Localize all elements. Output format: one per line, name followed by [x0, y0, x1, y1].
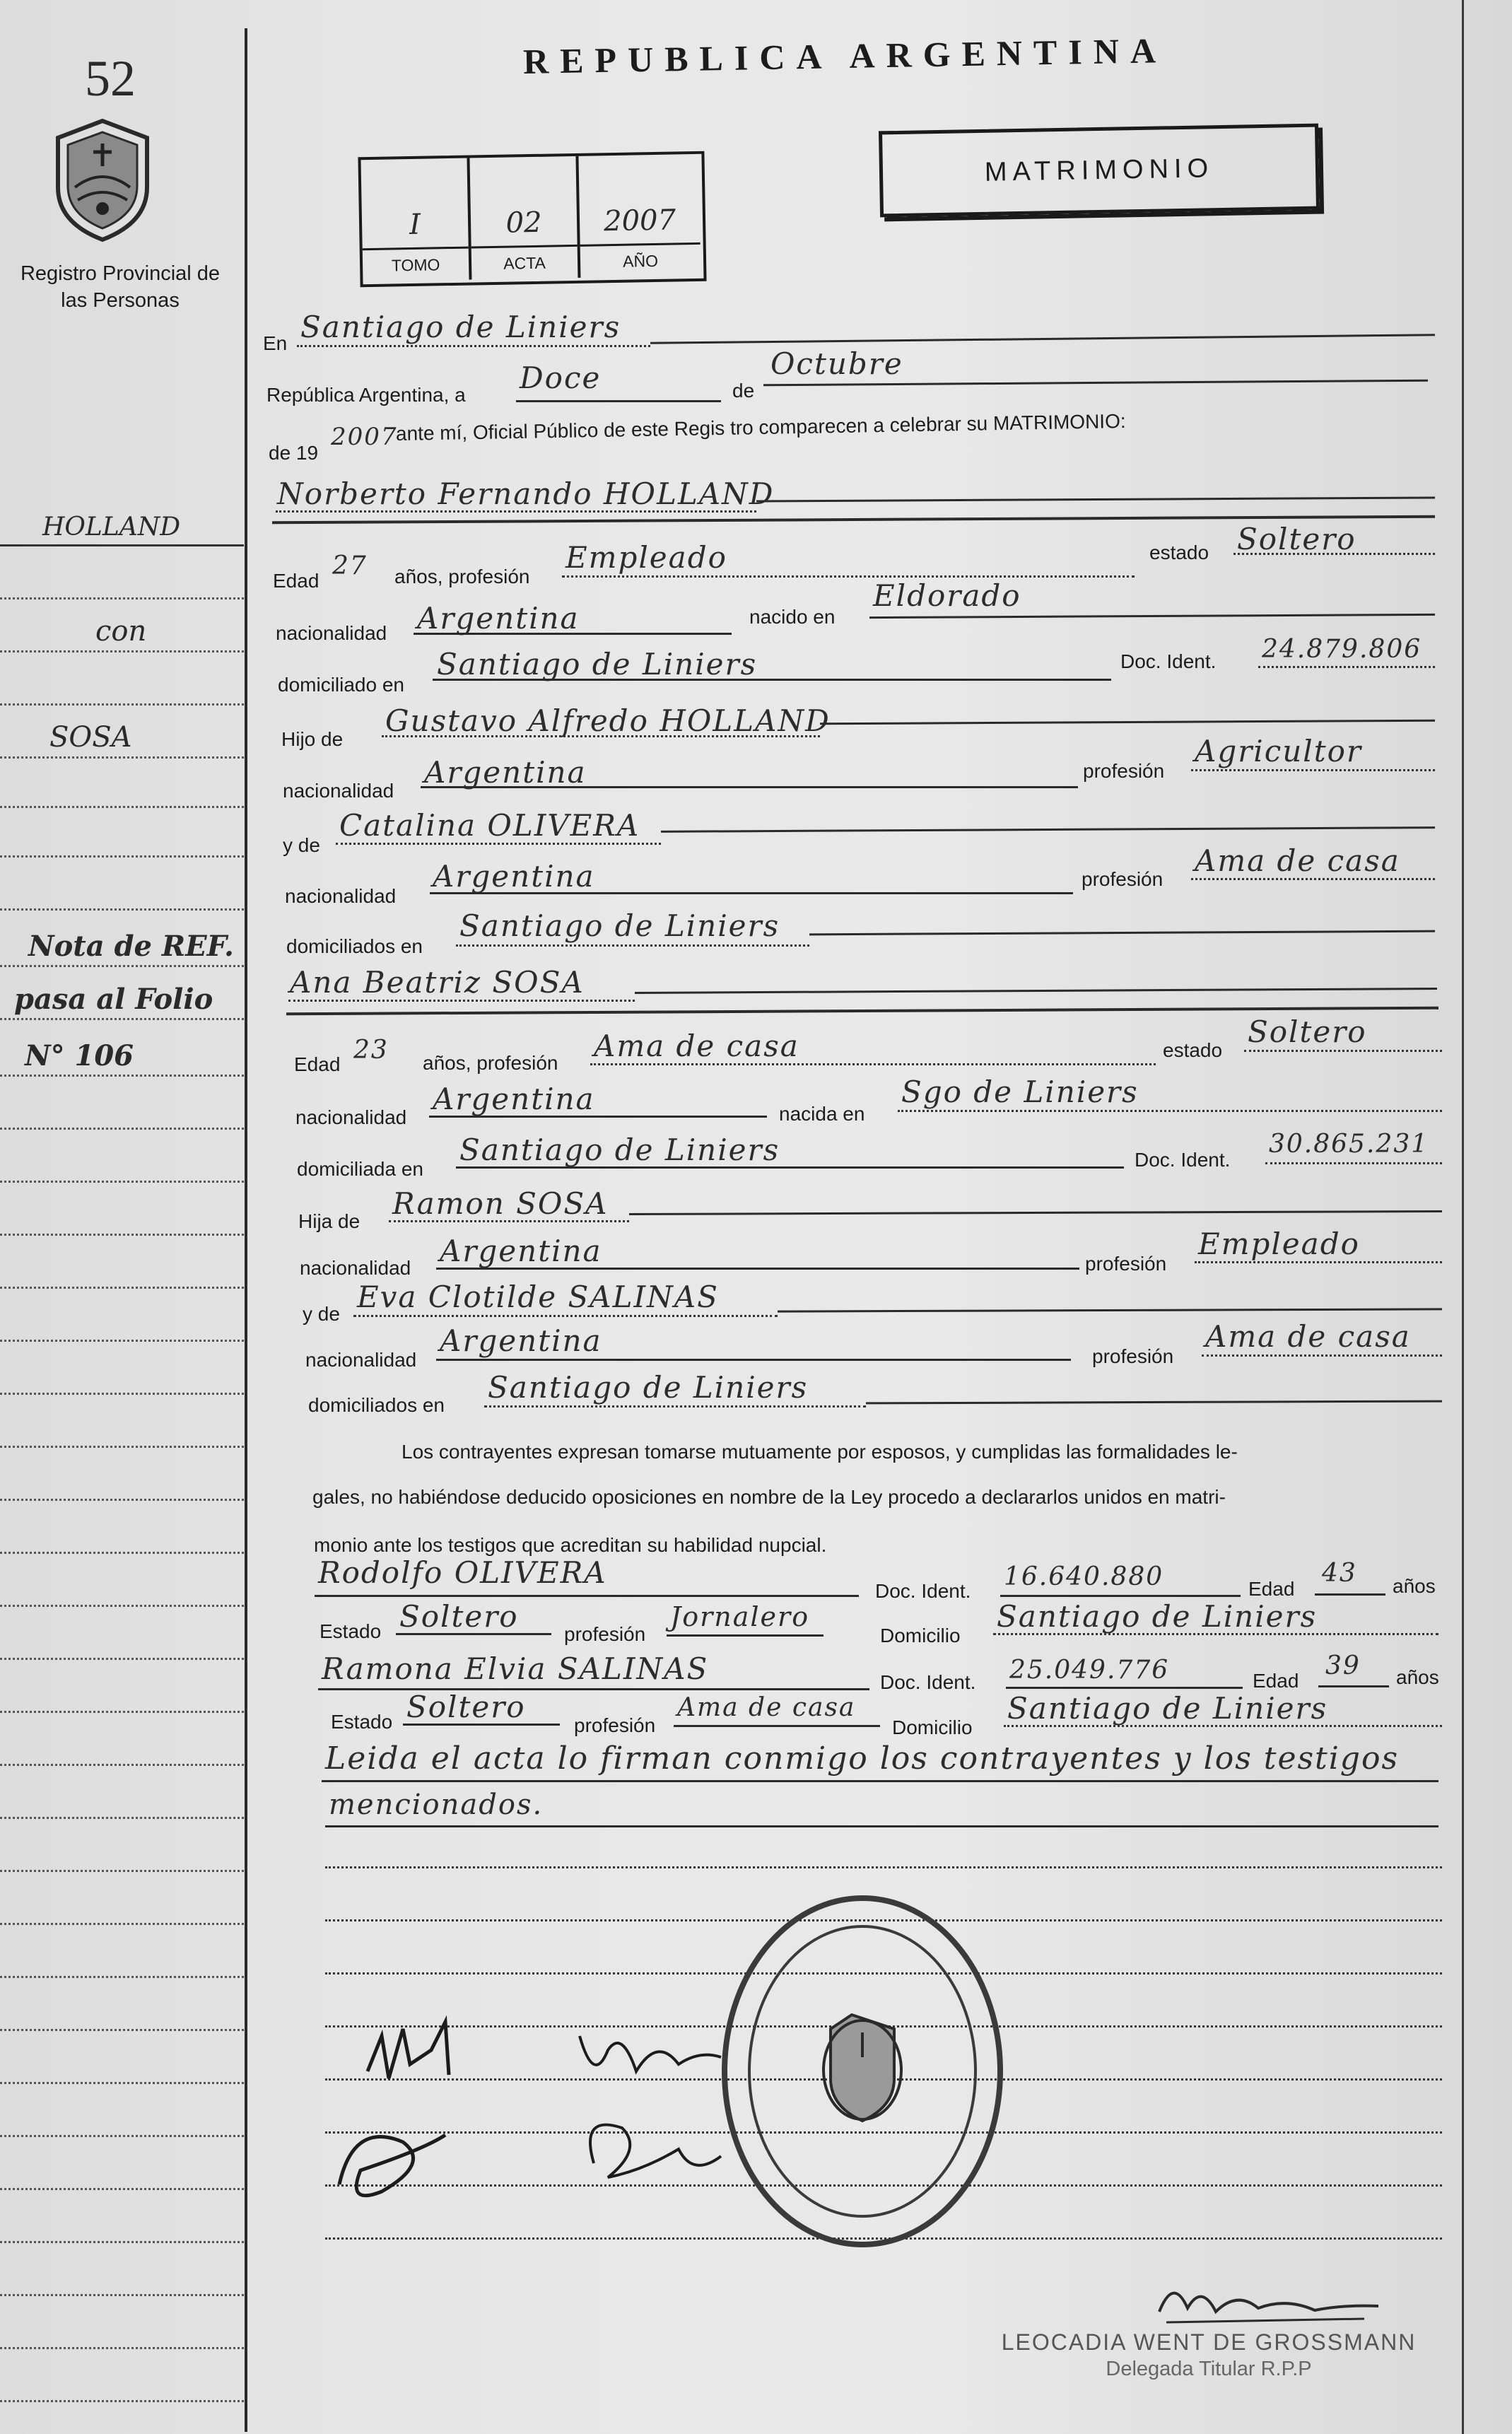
margin-rule [0, 2029, 244, 2031]
bride-nacida-label: nacida en [779, 1103, 865, 1125]
margin-note-line3: N° 106 [25, 1039, 134, 1072]
bride-mother-nac: Argentina [440, 1323, 602, 1358]
margin-note-line1: Nota de REF. [28, 930, 234, 963]
closing-line1: Leida el acta lo firman conmigo los contrayentes y los testigos [325, 1740, 1400, 1777]
groom-father-prof-label: profesión [1083, 760, 1165, 782]
closing-line2: mencionados. [329, 1789, 544, 1821]
groom-estado: Soltero [1237, 522, 1356, 556]
margin-rule [0, 1976, 244, 1978]
margin-rule [0, 855, 244, 858]
bride-full-name: Ana Beatriz SOSA [290, 965, 585, 1000]
tomo-label: TOMO [363, 247, 469, 282]
fill-line [1006, 1687, 1243, 1689]
margin-divider [245, 28, 247, 2432]
bride-estado-label: estado [1163, 1039, 1223, 1061]
groom-parents-dom-label: domiciliados en [286, 935, 423, 957]
fill-line [396, 1633, 551, 1635]
dotted-line [297, 345, 650, 347]
bride-anos-profesion-label: años, profesión [423, 1052, 558, 1074]
groom-anos-profesion-label: años, profesión [394, 566, 530, 587]
dotted-line [456, 944, 809, 947]
margin-rule [0, 1711, 244, 1713]
page-number: 52 [85, 50, 136, 107]
margin-rule [0, 2347, 244, 2349]
witness1-edad-label: Edad [1248, 1578, 1295, 1600]
margin-rule [0, 2188, 244, 2190]
margin-con: con [95, 615, 147, 648]
margin-rule [0, 1181, 244, 1183]
witness2-anos-label: años [1396, 1666, 1439, 1688]
margin-rule [0, 908, 244, 911]
intro-year: 2007 [331, 423, 398, 451]
intro-en-label: En [263, 332, 288, 354]
dotted-line [590, 1063, 1156, 1065]
groom-nacido-label: nacido en [749, 606, 836, 628]
margin-rule [0, 2241, 244, 2243]
bride-doc: 30.865.231 [1269, 1130, 1429, 1159]
margin-rule [0, 756, 244, 759]
official-stamp-icon [707, 1888, 1018, 2255]
bride-mother-prof-label: profesión [1092, 1345, 1174, 1367]
margin-rule [0, 1234, 244, 1236]
fill-line [866, 1400, 1442, 1405]
groom-mother: Catalina OLIVERA [339, 808, 640, 843]
dotted-line [1202, 1355, 1442, 1357]
groom-father-nac: Argentina [424, 755, 587, 790]
document-type: MATRIMONIO [984, 153, 1214, 187]
fill-line [1315, 1593, 1385, 1596]
groom-domicilio-label: domiciliado en [278, 674, 404, 696]
tomo-value: I [409, 208, 421, 242]
margin-rule [0, 1287, 244, 1289]
acta-label: ACTA [471, 245, 578, 280]
fill-line [650, 334, 1435, 344]
fill-line [325, 1825, 1438, 1827]
margin-rule [0, 2294, 244, 2296]
dotted-line [562, 575, 1135, 578]
dotted-line [389, 1220, 629, 1222]
margin-rule [0, 1446, 244, 1448]
margin-rule [0, 1393, 244, 1395]
witness2-edad: 39 [1325, 1651, 1361, 1680]
groom-nacionalidad-label: nacionalidad [276, 622, 387, 644]
fill-line [436, 1268, 1079, 1270]
fill-line [403, 1724, 560, 1726]
fill-line [516, 400, 721, 402]
witness2-name: Ramona Elvia SALINAS [322, 1651, 709, 1686]
intro-day: Doce [520, 361, 602, 395]
witness1-prof-label: profesión [564, 1623, 646, 1645]
dotted-line [1195, 1261, 1442, 1263]
bride-edad-label: Edad [294, 1053, 341, 1075]
bride-nacionalidad: Argentina [433, 1082, 595, 1116]
bride-domicilio: Santiago de Liniers [459, 1133, 780, 1167]
margin-rule [0, 1817, 244, 1819]
groom-mother-prof-label: profesión [1082, 868, 1164, 890]
intro-place: Santiago de Liniers [300, 310, 621, 344]
witness2-dom-label: Domicilio [892, 1716, 973, 1738]
bride-hija-label: Hija de [298, 1210, 361, 1232]
witness2-domicilio: Santiago de Liniers [1007, 1691, 1328, 1726]
witness2-estado: Soltero [406, 1690, 526, 1724]
witness2-doc: 25.049.776 [1009, 1656, 1170, 1685]
dotted-line [353, 1315, 778, 1317]
groom-nacido: Eldorado [873, 578, 1021, 613]
bride-edad: 23 [353, 1036, 389, 1065]
margin-rule [0, 650, 244, 653]
margin-rule [0, 1018, 244, 1020]
margin-rule [0, 965, 244, 967]
dotted-line [276, 510, 756, 513]
bride-parents-dom-label: domiciliados en [308, 1394, 445, 1416]
groom-nacionalidad: Argentina [417, 601, 580, 636]
margin-rule [0, 2135, 244, 2137]
fill-line [809, 930, 1435, 936]
declaration-line2: gales, no habiéndose deducido oposiciones en nombre de la Ley procedo a declararlos unidos en matri- [312, 1486, 1226, 1508]
declaration-line3: monio ante los testigos que acreditan su habilidad nupcial. [314, 1534, 827, 1556]
margin-rule [0, 1605, 244, 1607]
bride-father-prof-label: profesión [1085, 1253, 1167, 1275]
bride-yde-label: y de [303, 1303, 340, 1325]
groom-doc: 24.879.806 [1262, 635, 1422, 664]
margin-rule [0, 703, 244, 706]
intro-month: Octubre [770, 346, 903, 381]
fill-line [1318, 1685, 1389, 1687]
witness1-name: Rodolfo OLIVERA [318, 1555, 607, 1590]
dotted-line [1191, 878, 1435, 880]
margin-rule [0, 1870, 244, 1872]
dotted-line [484, 1405, 866, 1408]
groom-hijo-label: Hijo de [281, 728, 344, 750]
delegate-title: Delegada Titular R.P.P [1106, 2358, 1312, 2380]
intro-de-label: de [732, 380, 755, 402]
bride-father-prof: Empleado [1198, 1227, 1360, 1261]
dotted-line [1233, 553, 1435, 555]
groom-edad-label: Edad [273, 570, 320, 592]
fill-line [318, 1688, 869, 1690]
witness2-profesion: Ama de casa [677, 1693, 856, 1722]
acta-value: 02 [505, 206, 542, 240]
fill-line [661, 826, 1435, 833]
fill-line [322, 1780, 1438, 1782]
page-edge-line [1462, 0, 1464, 2434]
dotted-line [898, 1110, 1442, 1112]
margin-rule [0, 544, 244, 546]
witness1-edad: 43 [1322, 1559, 1357, 1588]
registry-name: Registro Provincial de las Personas [20, 262, 221, 312]
fill-line [315, 1595, 859, 1597]
margin-rule [0, 1075, 244, 1077]
groom-mother-prof: Ama de casa [1195, 843, 1400, 878]
groom-father-prof: Agricultor [1195, 734, 1362, 768]
groom-yde-label: y de [283, 834, 320, 856]
bride-doc-label: Doc. Ident. [1135, 1149, 1231, 1171]
fill-line [414, 633, 732, 635]
document-type-box [879, 124, 1320, 218]
groom-doc-label: Doc. Ident. [1120, 650, 1217, 672]
dotted-line [1004, 1725, 1442, 1727]
bride-father: Ramon SOSA [392, 1186, 609, 1221]
margin-rule [0, 597, 244, 599]
margin-rule [0, 1499, 244, 1501]
bride-parents-dom: Santiago de Liniers [488, 1370, 809, 1405]
fill-line [820, 720, 1435, 725]
fill-line [429, 1116, 767, 1118]
dotted-line [1191, 769, 1435, 771]
margin-rule [0, 1923, 244, 1925]
groom-profesion: Empleado [565, 540, 727, 575]
witness2-doc-label: Doc. Ident. [880, 1671, 976, 1693]
groom-domicilio: Santiago de Liniers [437, 647, 758, 681]
bride-father-nac: Argentina [440, 1234, 602, 1268]
fill-line [430, 892, 1073, 894]
bride-nacida: Sgo de Liniers [901, 1075, 1139, 1109]
margin-rule [0, 1340, 244, 1342]
fill-line [1000, 1595, 1241, 1597]
fill-line [635, 988, 1437, 994]
declaration-line1: Los contrayentes expresan tomarse mutuamente por esposos, y cumplidas las formalidades le- [402, 1441, 1238, 1463]
bride-father-nac-label: nacionalidad [300, 1257, 411, 1279]
margin-rule [0, 1552, 244, 1554]
intro-statement: ante mí, Oficial Público de este Regis tro comparecen a celebrar su MATRIMONIO: [395, 409, 1126, 445]
fill-line [421, 786, 1078, 788]
witness1-estado-label: Estado [320, 1620, 382, 1642]
country-title: REPUBLICA ARGENTINA [522, 30, 1168, 81]
witness1-estado: Soltero [399, 1599, 519, 1634]
anio-cell [578, 154, 701, 278]
witness1-domicilio: Santiago de Liniers [997, 1599, 1318, 1634]
witness1-doc-label: Doc. Ident. [875, 1580, 971, 1602]
anio-value: 2007 [603, 204, 676, 238]
groom-full-name: Norberto Fernando HOLLAND [277, 476, 775, 511]
bride-nacionalidad-label: nacionalidad [295, 1106, 407, 1128]
fill-line [756, 496, 1435, 502]
tomo-cell [361, 158, 472, 282]
fill-line [629, 1210, 1442, 1215]
groom-estado-label: estado [1149, 542, 1209, 563]
bride-domicilio-label: domiciliada en [297, 1158, 423, 1180]
bride-mother-prof: Ama de casa [1205, 1319, 1411, 1354]
dotted-line [288, 1000, 635, 1002]
provincial-emblem-icon [49, 117, 156, 244]
fill-line [667, 1634, 824, 1637]
bride-mother: Eva Clotilde SALINAS [357, 1280, 719, 1314]
groom-father-nac-label: nacionalidad [283, 780, 394, 802]
witness2-estado-label: Estado [331, 1711, 393, 1733]
margin-groom-surname: HOLLAND [42, 513, 181, 542]
fill-line [456, 1166, 1124, 1169]
register-table [358, 151, 706, 288]
groom-father: Gustavo Alfredo HOLLAND [385, 703, 831, 738]
dotted-line [325, 1866, 1442, 1868]
margin-rule [0, 2400, 244, 2402]
dotted-line [1265, 1162, 1442, 1164]
fill-line [778, 1308, 1442, 1312]
witness1-anos-label: años [1393, 1575, 1436, 1597]
fill-line [869, 614, 1435, 619]
delegate-signature-image [1152, 2269, 1385, 2333]
bride-mother-nac-label: nacionalidad [305, 1349, 417, 1371]
witness1-dom-label: Domicilio [880, 1625, 961, 1646]
margin-bride-surname: SOSA [49, 721, 132, 754]
dotted-line [336, 843, 661, 845]
bride-estado: Soltero [1248, 1014, 1367, 1049]
acta-cell [469, 156, 580, 280]
dotted-line [993, 1633, 1438, 1635]
intro-republica-label: República Argentina, a [266, 384, 466, 406]
witness1-doc: 16.640.880 [1004, 1562, 1164, 1591]
witness2-prof-label: profesión [574, 1714, 656, 1736]
witness1-profesion: Jornalero [670, 1601, 810, 1632]
margin-rule [0, 1658, 244, 1660]
dotted-line [1258, 666, 1435, 668]
bride-profesion: Ama de casa [594, 1029, 799, 1063]
groom-mother-nac-label: nacionalidad [285, 885, 397, 907]
margin-rule [0, 2082, 244, 2084]
delegate-name: LEOCADIA WENT DE GROSSMANN [1001, 2329, 1417, 2355]
margin-rule [0, 806, 244, 808]
witness2-edad-label: Edad [1253, 1670, 1299, 1692]
fill-line [674, 1725, 880, 1727]
groom-edad: 27 [332, 551, 368, 580]
intro-de19-label: de 19 [269, 442, 319, 464]
groom-mother-nac: Argentina [433, 859, 595, 894]
margin-note-line2: pasa al Folio [14, 983, 213, 1016]
fill-line [436, 1359, 1071, 1361]
margin-rule [0, 1128, 244, 1130]
anio-label: AÑO [580, 242, 701, 278]
margin-rule [0, 1764, 244, 1766]
dotted-line [382, 735, 820, 737]
fill-line [433, 679, 1111, 681]
groom-parents-dom: Santiago de Liniers [459, 908, 780, 943]
dotted-line [1244, 1050, 1442, 1052]
